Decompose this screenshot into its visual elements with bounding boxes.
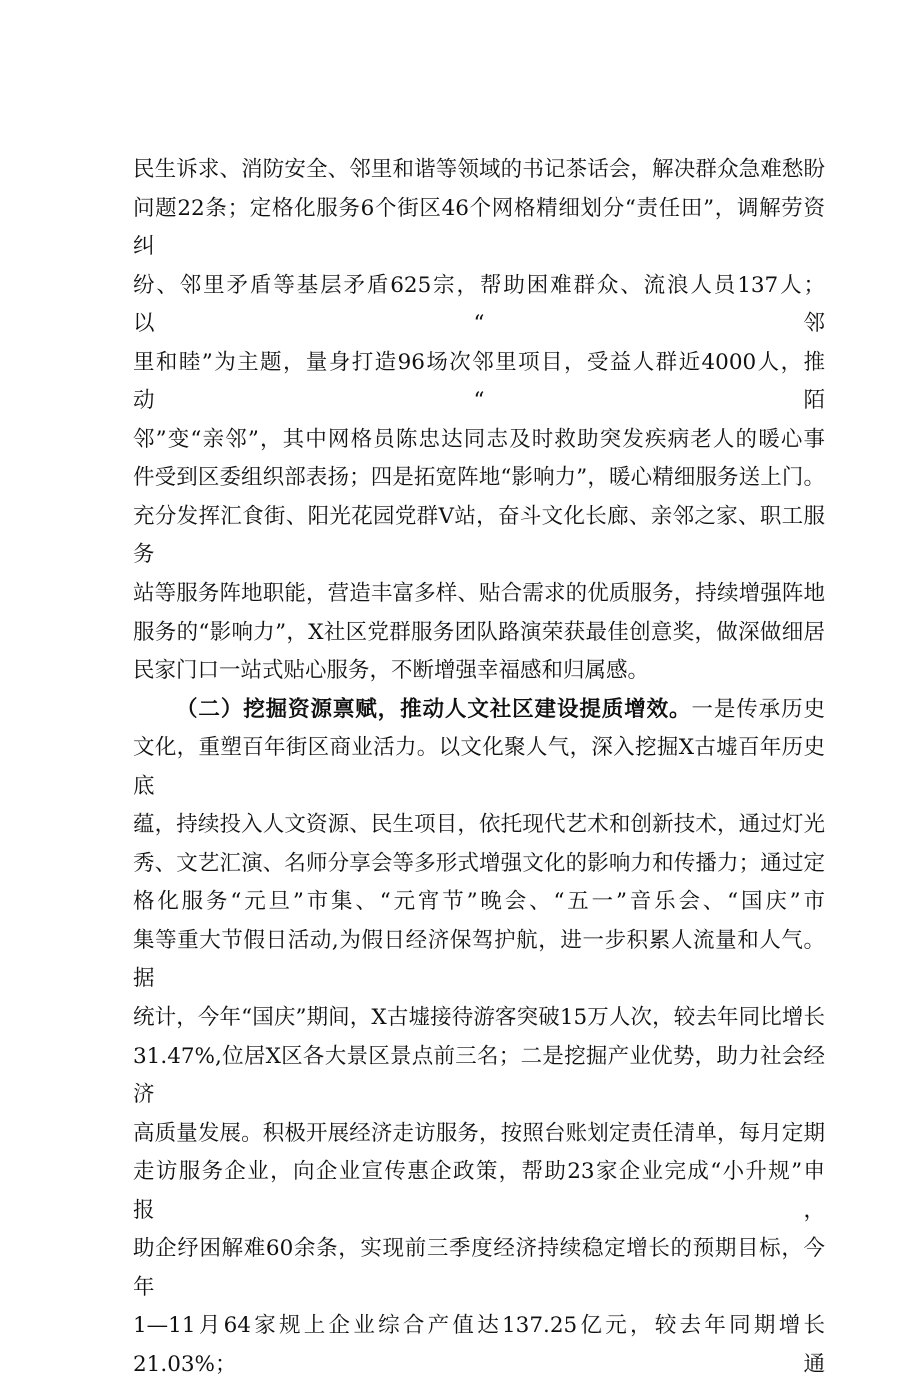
section-heading-line [133,691,825,730]
text-line: 集等重大节假日活动,为假日经济保驾护航，进一步积累人流量和人气。据 [133,927,825,992]
text-line: 1—11月64家规上企业综合产值达137.25亿元，较去年同期增长21.03%；通 [133,1313,825,1377]
text-line: 充分发挥汇食街、阳光花园党群V站，奋斗文化长廊、亲邻之家、职工服务 [133,503,825,568]
text-line: 民家门口一站式贴心服务，不断增强幸福感和归属感。 [133,658,650,684]
section-heading: （二）挖掘资源禀赋，推动人文社区建设提质增效。 [176,696,692,722]
text-line: 民生诉求、消防安全、邻里和谐等领域的书记茶话会，解决群众急难愁盼 [133,157,825,182]
text-line: 统计，今年“国庆”期间，X古墟接待游客突破15万人次，较去年同比增长 [133,1005,825,1031]
text-line: 文化，重塑百年街区商业活力。以文化聚人气，深入挖掘X古墟百年历史底 [133,735,825,799]
text-line: 里和睦”为主题，量身打造96场次邻里项目，受益人群近4000人，推动“陌 [133,349,825,414]
text-line: 问题22条；定格化服务6个街区46个网格精细划分“责任田”，调解劳资纠 [133,195,825,260]
text-line: 31.47%,位居X区各大景区景点前三名；二是挖掘产业优势，助力社会经济 [133,1043,825,1108]
text-line: 格化服务“元旦”市集、“元宵节”晚会、“五一”音乐会、“国庆”市 [133,889,825,915]
text-line: 纷、邻里矛盾等基层矛盾625宗，帮助困难群众、流浪人员137人；以“邻 [133,272,825,337]
text-line: 走访服务企业，向企业宣传惠企政策，帮助23家企业完成“小升规”申报， [133,1159,825,1223]
document-body [133,151,825,1385]
text-line: 蕴，持续投入人文资源、民生项目，依托现代艺术和创新技术，通过灯光 [133,812,825,838]
text-line: 邻”变“亲邻”，其中网格员陈忠达同志及时救助突发疾病老人的暖心事 [133,426,825,452]
text-line: 秀、文艺汇演、名师分享会等多形式增强文化的影响力和传播力；通过定 [133,850,825,876]
text-line: 助企纾困解难60余条，实现前三季度经济持续稳定增长的预期目标，今年 [133,1236,825,1300]
text-line: 件受到区委组织部表扬；四是拓宽阵地“影响力”，暖心精细服务送上门。 [133,465,825,491]
text-run: 一是传承历史 [691,696,825,722]
text-line: 站等服务阵地职能，营造丰富多样、贴合需求的优质服务，持续增强阵地 [133,581,825,607]
text-line: 高质量发展。积极开展经济走访服务，按照台账划定责任清单，每月定期 [133,1120,825,1146]
text-line: 服务的“影响力”，X社区党群服务团队路演荣获最佳创意奖，做深做细居 [133,619,825,645]
